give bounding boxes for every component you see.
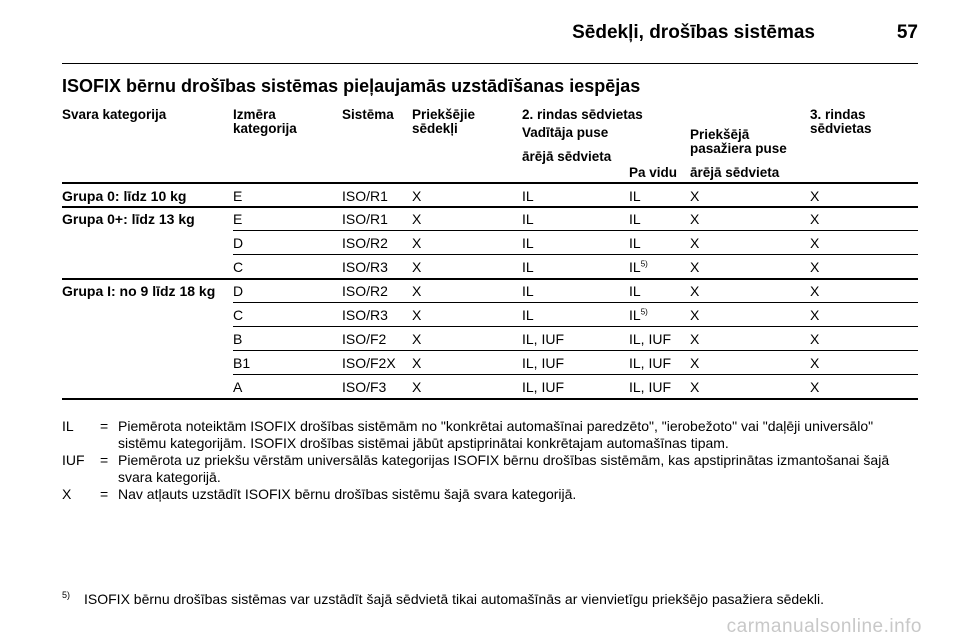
system-cell: ISO/R1 — [342, 211, 388, 227]
header-size-category-line2: kategorija — [233, 121, 297, 136]
system-cell: ISO/F2 — [342, 331, 387, 347]
header-row3-line1: 3. rindas — [810, 107, 866, 122]
middle-value: IL — [629, 211, 641, 227]
watermark: carmanualsonline.info — [726, 616, 922, 637]
system-cell: ISO/R3 — [342, 307, 388, 323]
passenger-cell: X — [690, 235, 700, 251]
front-cell: X — [412, 235, 422, 251]
middle-cell — [629, 331, 671, 347]
size-cell: D — [233, 235, 244, 251]
legend-key: X — [62, 486, 72, 502]
row3-cell: X — [810, 235, 820, 251]
header-passenger-side-line1: Priekšējā — [690, 127, 750, 142]
size-cell: A — [233, 379, 243, 395]
row-divider — [233, 302, 918, 303]
page-header-title: Sēdekļi, drošības sistēmas — [572, 22, 815, 43]
middle-cell — [629, 259, 648, 275]
header-front-seats-line1: Priekšējie — [412, 107, 476, 122]
row3-cell: X — [810, 211, 820, 227]
middle-cell — [629, 211, 641, 227]
driver-cell: IL — [522, 283, 534, 299]
middle-value: IL, IUF — [629, 379, 672, 395]
middle-value: IL, IUF — [629, 355, 672, 371]
header-row3-line2: sēdvietas — [810, 121, 872, 136]
row3-cell: X — [810, 259, 820, 275]
footnote — [62, 591, 824, 607]
footnote-ref: 5) — [640, 259, 648, 269]
header-middle: Pa vidu — [629, 165, 678, 180]
driver-cell: IL, IUF — [522, 355, 565, 371]
legend-equals: = — [100, 452, 109, 468]
front-cell: X — [412, 355, 422, 371]
middle-value: IL — [629, 259, 641, 275]
header-driver-side: Vadītāja puse — [522, 125, 609, 140]
driver-cell: IL — [522, 307, 534, 323]
passenger-cell: X — [690, 211, 700, 227]
group-cell: Grupa 0: līdz 10 kg — [62, 188, 187, 204]
size-cell: B1 — [233, 355, 251, 371]
header-passenger-outer: ārējā sēdvieta — [690, 165, 780, 180]
row-divider — [233, 326, 918, 327]
middle-value: IL, IUF — [629, 331, 672, 347]
row3-cell: X — [810, 283, 820, 299]
front-cell: X — [412, 307, 422, 323]
header-driver-outer: ārējā sēdvieta — [522, 149, 612, 164]
front-cell: X — [412, 188, 422, 204]
front-cell: X — [412, 331, 422, 347]
footnote-ref: 5) — [640, 307, 648, 317]
driver-cell: IL, IUF — [522, 331, 565, 347]
middle-cell — [629, 307, 648, 323]
group-cell: Grupa 0+: līdz 13 kg — [62, 211, 195, 227]
middle-value: IL — [629, 307, 641, 323]
group-divider — [62, 206, 918, 208]
driver-cell: IL — [522, 235, 534, 251]
passenger-cell: X — [690, 355, 700, 371]
row3-cell: X — [810, 188, 820, 204]
driver-cell: IL, IUF — [522, 379, 565, 395]
system-cell: ISO/F3 — [342, 379, 387, 395]
middle-cell — [629, 235, 641, 251]
table-bottom-rule — [62, 398, 918, 400]
middle-cell — [629, 379, 671, 395]
passenger-cell: X — [690, 307, 700, 323]
size-cell: E — [233, 188, 243, 204]
front-cell: X — [412, 211, 422, 227]
system-cell: ISO/R2 — [342, 283, 388, 299]
legend-equals: = — [100, 486, 109, 502]
row3-cell: X — [810, 379, 820, 395]
group-cell: Grupa I: no 9 līdz 18 kg — [62, 283, 216, 299]
footnote-marker: 5) — [62, 590, 71, 600]
legend-text: Nav atļauts uzstādīt ISOFIX bērnu drošības sistēmu šajā svara kategorijā. — [118, 486, 577, 502]
size-cell: C — [233, 259, 244, 275]
passenger-cell: X — [690, 259, 700, 275]
system-cell: ISO/R3 — [342, 259, 388, 275]
footnote-text: ISOFIX bērnu drošības sistēmas var uzstādīt šajā sēdvietā tikai automašīnās ar vienvietīgu priekšējo pasažiera sēdekli. — [84, 591, 825, 607]
passenger-cell: X — [690, 379, 700, 395]
driver-cell: IL — [522, 211, 534, 227]
header-size-category-line1: Izmēra — [233, 107, 276, 122]
header-system: Sistēma — [342, 107, 394, 122]
section-title: ISOFIX bērnu drošības sistēmas pieļaujamās uzstādīšanas iespējas — [62, 76, 641, 96]
legend-text: Piemērota noteiktām ISOFIX drošības sistēmām no "konkrētai automašīnai paredzēto", "ierobežoto" vai "daļēji universālo" sistēmu kategorijām. ISOFIX drošības sistēmai jābūt apstiprinātai konkrētajam automašīnas tipam. — [118, 418, 874, 451]
header-divider — [62, 63, 918, 64]
middle-value: IL — [629, 188, 641, 204]
passenger-cell: X — [690, 188, 700, 204]
row-divider — [233, 230, 918, 231]
legend-key: IL — [62, 418, 74, 434]
system-cell: ISO/F2X — [342, 355, 396, 371]
middle-cell — [629, 283, 641, 299]
header-weight-category: Svara kategorija — [62, 107, 167, 122]
size-cell: C — [233, 307, 244, 323]
row3-cell: X — [810, 307, 820, 323]
row3-cell: X — [810, 331, 820, 347]
header-row2-seats: 2. rindas sēdvietas — [522, 107, 643, 122]
front-cell: X — [412, 379, 422, 395]
page-number: 57 — [896, 22, 918, 43]
legend-equals: = — [100, 418, 109, 434]
passenger-cell: X — [690, 331, 700, 347]
middle-cell — [629, 355, 671, 371]
header-front-seats-line2: sēdekļi — [412, 121, 458, 136]
middle-value: IL — [629, 283, 641, 299]
row-divider — [233, 254, 918, 255]
middle-value: IL — [629, 235, 641, 251]
front-cell: X — [412, 259, 422, 275]
size-cell: E — [233, 211, 243, 227]
row-divider — [233, 350, 918, 351]
front-cell: X — [412, 283, 422, 299]
row3-cell: X — [810, 355, 820, 371]
row-divider — [233, 374, 918, 375]
table-header-divider — [62, 182, 918, 184]
size-cell: B — [233, 331, 243, 347]
passenger-cell: X — [690, 283, 700, 299]
legend-text: Piemērota uz priekšu vērstām universālās kategorijas ISOFIX bērnu drošības sistēmām, kas apstiprinātas izmantošanai šajā svara kategorijā. — [118, 452, 890, 485]
driver-cell: IL — [522, 188, 534, 204]
size-cell: D — [233, 283, 244, 299]
system-cell: ISO/R2 — [342, 235, 388, 251]
header-passenger-side-line2: pasažiera puse — [690, 141, 787, 156]
legend-key: IUF — [62, 452, 85, 468]
driver-cell: IL — [522, 259, 534, 275]
system-cell: ISO/R1 — [342, 188, 388, 204]
group-divider — [62, 278, 918, 280]
middle-cell — [629, 188, 641, 204]
